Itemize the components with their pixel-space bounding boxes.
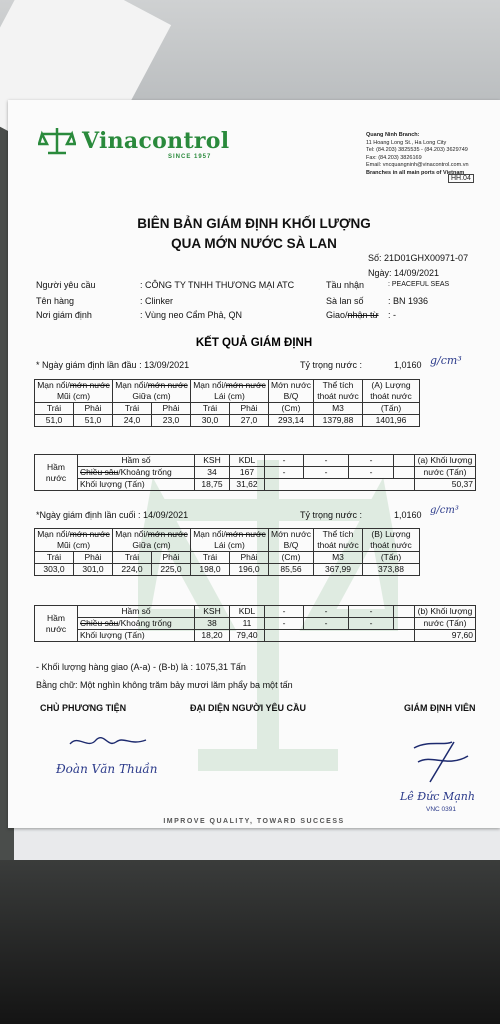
- value-ship: : PEACEFUL SEAS: [388, 281, 450, 288]
- depth-label: Chiều sâu/Khoảng trống: [78, 618, 195, 630]
- water-density-value: 1,0160: [394, 360, 422, 370]
- col-head-stern: Mạn nổi/mớn nước Lái (cm): [191, 380, 269, 403]
- cell: 225,0: [152, 564, 191, 576]
- water-weight-unit: nước (Tấn): [415, 618, 476, 630]
- water-density-value: 1,0160: [394, 510, 422, 520]
- label-barge: Sà lan số: [326, 296, 364, 306]
- background-floor: [0, 860, 500, 1024]
- branch-line: 11 Hoang Long St., Ha Long City: [366, 139, 447, 146]
- first-inspection-date: * Ngày giám định lần đầu : 13/09/2021: [36, 360, 190, 370]
- cell: 31,62: [230, 479, 265, 491]
- water-density-label: Tỷ trọng nước :: [300, 360, 362, 370]
- value-requester: : CÔNG TY TNHH THƯƠNG MẠI ATC: [140, 280, 295, 290]
- water-weight-head: (b) Khối lượng: [415, 606, 476, 618]
- depth-label: Chiều sâu/Khoảng trống: [78, 467, 195, 479]
- handwritten-unit: g/cm³: [430, 505, 459, 516]
- sub-left: Trái: [35, 403, 74, 415]
- dash: -: [304, 455, 349, 467]
- amount-in-words: Bằng chữ: Một nghìn không trăm bảy mươi lăm phẩy ba một tấn: [36, 680, 293, 690]
- branch-line: Fax: (84.203) 3826169: [366, 154, 422, 161]
- cell: 303,0: [35, 564, 74, 576]
- tank-table-first: [34, 454, 476, 491]
- col-head-volume: Thể tích thoát nước: [314, 380, 363, 403]
- weight-label: Khối lượng (Tấn): [78, 479, 195, 491]
- form-code-stamp: HH.04: [448, 174, 474, 183]
- branch-line: Tel: (84.203) 3825535 - (84.203) 3629749: [366, 147, 468, 153]
- dash: -: [265, 618, 304, 630]
- cell: 18,20: [195, 630, 230, 642]
- water-density-label: Tỷ trọng nước :: [300, 510, 362, 520]
- water-weight-head: (a) Khối lượng: [415, 455, 476, 467]
- gap: [394, 606, 415, 618]
- weight-label: Khối lượng (Tấn): [78, 630, 195, 642]
- paper-tab: [360, 194, 500, 204]
- cell: 23,0: [152, 415, 191, 427]
- tank-label: Hầm nước: [35, 455, 78, 491]
- sub-left: Trái: [191, 552, 230, 564]
- owner-name-handwritten: Đoàn Văn Thuần: [56, 762, 158, 776]
- sub-m3: M3: [314, 403, 363, 415]
- cell: 79,40: [230, 630, 265, 642]
- tank-label: Hầm nước: [35, 606, 78, 642]
- sub-right: Phải: [230, 552, 269, 564]
- col-head-draft: Mớn nước B/Q: [269, 380, 314, 403]
- sub-left: Trái: [191, 403, 230, 415]
- col-head-mid: Mạn nổi/mớn nước Giữa (cm): [113, 380, 191, 403]
- dash: -: [349, 455, 394, 467]
- cell: 18,75: [195, 479, 230, 491]
- blank: [265, 479, 415, 491]
- inspector-signature: [408, 738, 478, 786]
- tank-number-head: Hầm số: [78, 455, 195, 467]
- dash: -: [349, 606, 394, 618]
- sub-m3: M3: [314, 552, 363, 564]
- dash: -: [304, 467, 349, 479]
- col-head-mid: Mạn nổi/mớn nước Giữa (cm): [113, 529, 191, 552]
- gap: [394, 467, 415, 479]
- sign-requester-title: ĐẠI DIỆN NGƯỜI YÊU CẦU: [190, 703, 306, 713]
- owner-signature: [68, 730, 148, 756]
- label-place: Nơi giám định: [36, 310, 92, 320]
- gap: [394, 618, 415, 630]
- cell: 301,0: [74, 564, 113, 576]
- logo-since: SINCE 1957: [168, 154, 212, 160]
- table-row: [35, 415, 420, 427]
- cell: 51,0: [74, 415, 113, 427]
- inspector-name-handwritten: Lê Đức Mạnh: [400, 790, 475, 803]
- logo-text: Vinacontrol: [82, 128, 230, 154]
- water-weight-unit: nước (Tấn): [415, 467, 476, 479]
- water-weight-total: 97,60: [415, 630, 476, 642]
- draft-table-final: [34, 528, 420, 576]
- final-inspection-date: *Ngày giám định lần cuối : 14/09/2021: [36, 510, 189, 520]
- dash: -: [349, 618, 394, 630]
- tank-table-final: [34, 605, 476, 642]
- label-requester: Người yêu cầu: [36, 280, 96, 290]
- dash: -: [304, 606, 349, 618]
- inspector-code: VNC 0391: [426, 806, 456, 813]
- doc-title: BIÊN BẢN GIÁM ĐỊNH KHỐI LƯỢNG: [137, 216, 371, 231]
- kdl-head: KDL: [230, 455, 265, 467]
- tank-number-head: Hầm số: [78, 606, 195, 618]
- sub-left: Trái: [113, 403, 152, 415]
- water-weight-total: 50,37: [415, 479, 476, 491]
- sub-right: Phải: [230, 403, 269, 415]
- document-page: [8, 100, 500, 828]
- sub-right: Phải: [74, 403, 113, 415]
- logo-scale-icon: [38, 126, 76, 156]
- cell: 24,0: [113, 415, 152, 427]
- cell: 367,99: [314, 564, 363, 576]
- cell: 167: [230, 467, 265, 479]
- dash: -: [265, 467, 304, 479]
- cell: 11: [230, 618, 265, 630]
- col-head-bow: Mạn nổi/mớn nước Mũi (cm): [35, 380, 113, 403]
- branch-info: [366, 132, 500, 177]
- sub-left: Trái: [113, 552, 152, 564]
- ksh-head: KSH: [195, 455, 230, 467]
- col-head-displacement: (B) Lượng thoát nước: [363, 529, 420, 552]
- sub-right: Phải: [152, 403, 191, 415]
- cell: 293,14: [269, 415, 314, 427]
- sub-ton: (Tấn): [363, 552, 420, 564]
- dash: -: [265, 606, 304, 618]
- doc-date: Ngày: 14/09/2021: [368, 268, 440, 278]
- value-place: : Vùng neo Cẩm Phả, QN: [140, 310, 243, 320]
- doc-subtitle: QUA MỚN NƯỚC SÀ LAN: [171, 236, 337, 251]
- kdl-head: KDL: [230, 606, 265, 618]
- gap: [394, 455, 415, 467]
- table-row: [35, 564, 420, 576]
- sub-ton: (Tấn): [363, 403, 420, 415]
- col-head-draft: Mớn nước B/Q: [269, 529, 314, 552]
- sub-right: Phải: [74, 552, 113, 564]
- col-head-bow: Mạn nổi/mớn nước Mũi (cm): [35, 529, 113, 552]
- blank: [265, 630, 415, 642]
- cell: 27,0: [230, 415, 269, 427]
- handwritten-unit: g/cm³: [430, 354, 462, 367]
- ksh-head: KSH: [195, 606, 230, 618]
- value-delivery: : -: [388, 310, 396, 320]
- branch-line: Branches in all main ports of Vietnam: [366, 169, 465, 176]
- sub-cm: (Cm): [269, 403, 314, 415]
- label-ship: Tầu nhận: [326, 280, 365, 290]
- delivered-weight: - Khối lượng hàng giao (A-a) - (B-b) là : 1075,31 Tấn: [36, 662, 246, 672]
- doc-number: Số: 21D01GHX00971-07: [368, 253, 469, 263]
- col-head-stern: Mạn nổi/mớn nước Lái (cm): [191, 529, 269, 552]
- cell: 34: [195, 467, 230, 479]
- label-goods: Tên hàng: [36, 296, 75, 306]
- cell: 196,0: [230, 564, 269, 576]
- footer-slogan: IMPROVE QUALITY, TOWARD SUCCESS: [163, 818, 345, 825]
- col-head-volume: Thể tích thoát nước: [314, 529, 363, 552]
- sub-left: Trái: [35, 552, 74, 564]
- cell: 30,0: [191, 415, 230, 427]
- sign-owner-title: CHỦ PHƯƠNG TIỆN: [40, 703, 127, 713]
- cell: 1379,88: [314, 415, 363, 427]
- value-goods: : Clinker: [140, 296, 174, 306]
- dash: -: [349, 467, 394, 479]
- col-head-displacement: (A) Lượng thoát nước: [363, 380, 420, 403]
- cell: 38: [195, 618, 230, 630]
- cell: 224,0: [113, 564, 152, 576]
- sub-right: Phải: [152, 552, 191, 564]
- sign-inspector-title: GIÁM ĐỊNH VIÊN: [404, 703, 476, 713]
- cell: 198,0: [191, 564, 230, 576]
- results-heading: KẾT QUẢ GIÁM ĐỊNH: [195, 337, 313, 349]
- branch-title: Quang Ninh Branch:: [366, 132, 420, 138]
- dash: -: [304, 618, 349, 630]
- dash: -: [265, 455, 304, 467]
- draft-table-first: [34, 379, 420, 427]
- label-delivery: Giao/nhận từ: [326, 310, 379, 320]
- branch-line: Email: vncquangninh@vinacontrol.com.vn: [366, 162, 469, 168]
- sub-cm: (Cm): [269, 552, 314, 564]
- cell: 1401,96: [363, 415, 420, 427]
- value-barge: : BN 1936: [388, 296, 429, 306]
- cell: 51,0: [35, 415, 74, 427]
- cell: 85,56: [269, 564, 314, 576]
- cell: 373,88: [363, 564, 420, 576]
